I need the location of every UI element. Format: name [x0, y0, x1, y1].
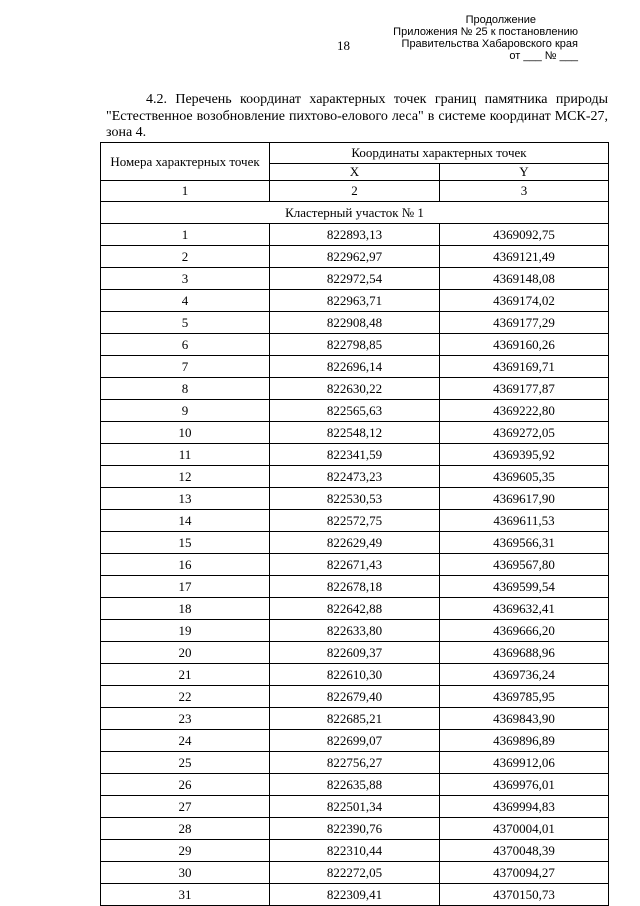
x-coordinate-cell: 822609,37 [270, 642, 440, 664]
table-row [101, 620, 609, 642]
y-coordinate-cell: 4369599,54 [440, 576, 609, 598]
header-points: Номера характерных точек [101, 143, 270, 181]
point-number-cell: 30 [101, 862, 270, 884]
y-coordinate-cell: 4370048,39 [440, 840, 609, 862]
x-coordinate-cell: 822530,53 [270, 488, 440, 510]
y-coordinate-cell: 4369605,35 [440, 466, 609, 488]
point-number-cell: 20 [101, 642, 270, 664]
x-coordinate-cell: 822572,75 [270, 510, 440, 532]
table-row [101, 862, 609, 884]
y-coordinate-cell: 4369566,31 [440, 532, 609, 554]
point-number-cell: 31 [101, 884, 270, 906]
table-row [101, 796, 609, 818]
table-row [101, 840, 609, 862]
point-number-cell: 6 [101, 334, 270, 356]
table-row [101, 510, 609, 532]
point-number-cell: 22 [101, 686, 270, 708]
x-coordinate-cell: 822272,05 [270, 862, 440, 884]
y-coordinate-cell: 4369222,80 [440, 400, 609, 422]
point-number-cell: 11 [101, 444, 270, 466]
y-coordinate-cell: 4369177,29 [440, 312, 609, 334]
x-coordinate-cell: 822962,97 [270, 246, 440, 268]
table-row [101, 708, 609, 730]
point-number-cell: 17 [101, 576, 270, 598]
y-coordinate-cell: 4369174,02 [440, 290, 609, 312]
point-number-cell: 13 [101, 488, 270, 510]
x-coordinate-cell: 822341,59 [270, 444, 440, 466]
point-number-cell: 5 [101, 312, 270, 334]
x-coordinate-cell: 822633,80 [270, 620, 440, 642]
table-row [101, 598, 609, 620]
table-row [101, 818, 609, 840]
y-coordinate-cell: 4369272,05 [440, 422, 609, 444]
x-coordinate-cell: 822548,12 [270, 422, 440, 444]
point-number-cell: 19 [101, 620, 270, 642]
x-coordinate-cell: 822390,76 [270, 818, 440, 840]
x-coordinate-cell: 822473,23 [270, 466, 440, 488]
x-coordinate-cell: 822756,27 [270, 752, 440, 774]
y-coordinate-cell: 4370150,73 [440, 884, 609, 906]
point-number-cell: 24 [101, 730, 270, 752]
point-number-cell: 14 [101, 510, 270, 532]
x-coordinate-cell: 822679,40 [270, 686, 440, 708]
y-coordinate-cell: 4369160,26 [440, 334, 609, 356]
y-coordinate-cell: 4369736,24 [440, 664, 609, 686]
table-row [101, 642, 609, 664]
cluster-section-label: Кластерный участок № 1 [101, 202, 609, 224]
y-coordinate-cell: 4369688,96 [440, 642, 609, 664]
section-title-text: 4.2. Перечень координат характерных точек границ памятника природы "Естественное возобновление пихтово-елового леса" в системе координат МСК-27, зона 4. [106, 92, 608, 140]
y-coordinate-cell: 4369177,87 [440, 378, 609, 400]
x-coordinate-cell: 822310,44 [270, 840, 440, 862]
section-title [106, 92, 608, 142]
header-y: Y [440, 164, 609, 181]
x-coordinate-cell: 822309,41 [270, 884, 440, 906]
point-number-cell: 15 [101, 532, 270, 554]
point-number-cell: 26 [101, 774, 270, 796]
column-number-3: 3 [440, 181, 609, 202]
point-number-cell: 25 [101, 752, 270, 774]
table-row [101, 268, 609, 290]
x-coordinate-cell: 822678,18 [270, 576, 440, 598]
page-number: 18 [337, 38, 350, 53]
point-number-cell: 9 [101, 400, 270, 422]
table-row [101, 422, 609, 444]
point-number-cell: 4 [101, 290, 270, 312]
y-coordinate-cell: 4369994,83 [440, 796, 609, 818]
table-row [101, 290, 609, 312]
point-number-cell: 2 [101, 246, 270, 268]
x-coordinate-cell: 822630,22 [270, 378, 440, 400]
y-coordinate-cell: 4369976,01 [440, 774, 609, 796]
point-number-cell: 12 [101, 466, 270, 488]
y-coordinate-cell: 4369169,71 [440, 356, 609, 378]
x-coordinate-cell: 822699,07 [270, 730, 440, 752]
y-coordinate-cell: 4369843,90 [440, 708, 609, 730]
table-row [101, 466, 609, 488]
x-coordinate-cell: 822972,54 [270, 268, 440, 290]
point-number-cell: 23 [101, 708, 270, 730]
header-government: Правительства Хабаровского края [401, 38, 578, 50]
table-row [101, 576, 609, 598]
x-coordinate-cell: 822685,21 [270, 708, 440, 730]
point-number-cell: 21 [101, 664, 270, 686]
header-appendix: Приложения № 25 к постановлению [393, 26, 578, 38]
table-row [101, 444, 609, 466]
coordinates-table [100, 142, 609, 906]
point-number-cell: 1 [101, 224, 270, 246]
table-row [101, 774, 609, 796]
point-number-cell: 18 [101, 598, 270, 620]
point-number-cell: 7 [101, 356, 270, 378]
x-coordinate-cell: 822565,63 [270, 400, 440, 422]
y-coordinate-cell: 4370094,27 [440, 862, 609, 884]
x-coordinate-cell: 822635,88 [270, 774, 440, 796]
table-row [101, 378, 609, 400]
point-number-cell: 8 [101, 378, 270, 400]
table-row [101, 532, 609, 554]
table-row [101, 334, 609, 356]
table-row [101, 554, 609, 576]
header-coordinates: Координаты характерных точек [270, 143, 609, 164]
x-coordinate-cell: 822696,14 [270, 356, 440, 378]
column-number-2: 2 [270, 181, 440, 202]
point-number-cell: 28 [101, 818, 270, 840]
y-coordinate-cell: 4369567,80 [440, 554, 609, 576]
y-coordinate-cell: 4370004,01 [440, 818, 609, 840]
header-x: X [270, 164, 440, 181]
y-coordinate-cell: 4369632,41 [440, 598, 609, 620]
table-row [101, 730, 609, 752]
table-row [101, 752, 609, 774]
point-number-cell: 3 [101, 268, 270, 290]
y-coordinate-cell: 4369395,92 [440, 444, 609, 466]
table-row [101, 400, 609, 422]
table-row [101, 664, 609, 686]
header-date-number: от ___ № ___ [509, 50, 578, 62]
y-coordinate-cell: 4369121,49 [440, 246, 609, 268]
y-coordinate-cell: 4369092,75 [440, 224, 609, 246]
table-row [101, 312, 609, 334]
table-row [101, 224, 609, 246]
y-coordinate-cell: 4369617,90 [440, 488, 609, 510]
point-number-cell: 29 [101, 840, 270, 862]
x-coordinate-cell: 822893,13 [270, 224, 440, 246]
x-coordinate-cell: 822963,71 [270, 290, 440, 312]
table-row [101, 488, 609, 510]
point-number-cell: 16 [101, 554, 270, 576]
header-continuation: Продолжение [465, 14, 536, 26]
y-coordinate-cell: 4369148,08 [440, 268, 609, 290]
x-coordinate-cell: 822629,49 [270, 532, 440, 554]
table-row [101, 686, 609, 708]
point-number-cell: 10 [101, 422, 270, 444]
x-coordinate-cell: 822671,43 [270, 554, 440, 576]
y-coordinate-cell: 4369896,89 [440, 730, 609, 752]
column-number-1: 1 [101, 181, 270, 202]
y-coordinate-cell: 4369666,20 [440, 620, 609, 642]
table-row [101, 356, 609, 378]
table-row [101, 884, 609, 906]
y-coordinate-cell: 4369912,06 [440, 752, 609, 774]
document-header [393, 14, 578, 62]
table-row [101, 246, 609, 268]
y-coordinate-cell: 4369611,53 [440, 510, 609, 532]
point-number-cell: 27 [101, 796, 270, 818]
x-coordinate-cell: 822908,48 [270, 312, 440, 334]
x-coordinate-cell: 822642,88 [270, 598, 440, 620]
y-coordinate-cell: 4369785,95 [440, 686, 609, 708]
x-coordinate-cell: 822501,34 [270, 796, 440, 818]
x-coordinate-cell: 822798,85 [270, 334, 440, 356]
x-coordinate-cell: 822610,30 [270, 664, 440, 686]
